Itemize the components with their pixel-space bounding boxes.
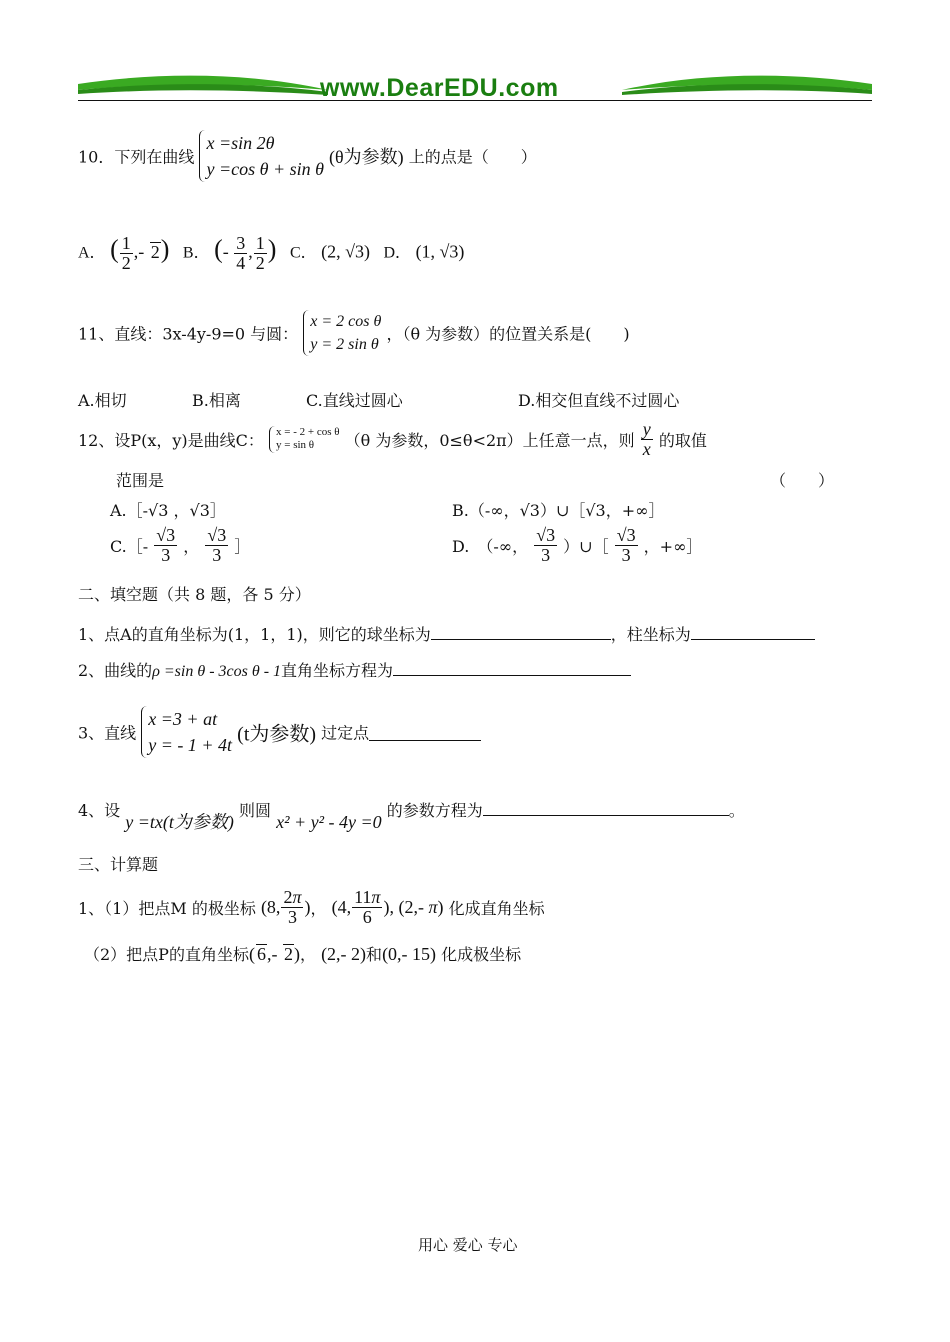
q10-opt-c-label: C． [289, 244, 317, 262]
q10-system [199, 130, 323, 182]
calc-2-text-mid: 和 [366, 945, 383, 964]
fill-4-equation-1: y =tx(t为参数) [125, 812, 234, 832]
header-rule [78, 100, 872, 101]
calc-1: 1、（1）把点M 的极坐标 (8, $\frac{2\pi}{3}$ )， (4, $\frac{11\pi}{6}$ ), (2,- π) 化成直角坐标 [78, 887, 545, 927]
q12-system [269, 426, 340, 452]
q11-opt-c: C.直线过圆心 [306, 391, 403, 410]
q11-eq-2: y = 2 sin θ [310, 336, 379, 354]
fill-4-text-mid: 则圆 [239, 801, 272, 820]
q12-ratio-den: x [642, 438, 651, 459]
q10-opt-d: (1, √3) [415, 241, 465, 262]
q12-opt-b: B.（-∞，√3）∪［√3，+∞］ [452, 501, 665, 520]
q12-opt-c-label: C.［- [110, 536, 149, 556]
q11-stem [78, 310, 630, 356]
fill-3-blank [369, 724, 481, 741]
q12-answer-paren: （ ） [770, 471, 835, 490]
page-footer: 用心 爱心 专心 [418, 1236, 518, 1254]
q10-opt-b-label: B． [182, 244, 210, 262]
q10-options: A． ( $\frac{1}{2}$ ,- 2) B． (- $\frac{3}{4}$ , $\frac{1}{2}$ ) C． (2, √3) D． (1, √3) [78, 233, 465, 273]
q12-eq-2: y = sin θ [276, 439, 315, 452]
q10-prefix: 10．下列在曲线 [78, 147, 195, 167]
q12-cont: 范围是 [116, 471, 165, 490]
fill-2-text-a: 2、曲线的 [78, 661, 153, 680]
fill-4-text-b: 的参数方程为 [386, 801, 483, 820]
fill-4-blank [483, 799, 729, 816]
fill-3-param: (t为参数) [237, 723, 317, 746]
fill-4-end: 。 [728, 801, 745, 820]
q11-eq-1: x = 2 cos θ [310, 313, 382, 330]
fill-2-text-b: 直角坐标方程为 [281, 661, 394, 680]
q11-opt-d: D.相交但直线不过圆心 [518, 391, 680, 410]
fill-3-text-a: 3、直线 [78, 723, 137, 743]
q10-opt-d-label: D． [383, 244, 412, 262]
fill-1-text-a: 1、点A的直角坐标为(1，1，1)，则它的球坐标为 [78, 625, 431, 644]
q12-stem [78, 420, 707, 459]
fill-2-blank [393, 659, 631, 676]
fill-3 [78, 706, 481, 758]
q11-suffix: ，（θ 为参数）的位置关系是( ) [386, 324, 630, 344]
calc-1-text-b: 化成直角坐标 [448, 898, 545, 918]
fill-3-eq-2: y = - 1 + 4t [148, 735, 233, 756]
q12-opt-d: D. （-∞， $\frac{√3}{3}$ ）∪［ $\frac{√3}{3}$ ，+∞］ [452, 525, 703, 565]
fill-1-blank-b [691, 623, 815, 640]
q12-eq-1: x = - 2 + cos θ [276, 426, 340, 439]
fill-4-equation-2: x² + y² - 4y =0 [276, 812, 382, 832]
q10-eq-2: y =cos θ + sin θ [206, 159, 324, 180]
q12-ratio [641, 420, 653, 459]
calc-2: （2）把点P的直角坐标( 6,- 2)， (2,- 2)和(0,- 15) 化成极坐标 [84, 944, 522, 964]
fill-4 [78, 796, 745, 832]
q11-system [303, 310, 381, 356]
q12-opt-a: A.［-√3 ，√3］ [110, 501, 226, 520]
fill-4-text-a: 4、设 [78, 801, 121, 820]
fill-3-system [141, 706, 232, 758]
q12-prefix: 12、设P(x，y)是曲线C： [78, 430, 264, 450]
q12-opt-c: C.［- $\frac{√3}{3}$ ， $\frac{√3}{3}$ ］ [110, 525, 251, 565]
section2-title: 二、填空题（共 8 题，各 5 分） [78, 585, 311, 604]
q10-opt-c: (2, √3) [321, 241, 370, 262]
fill-3-text-b: 过定点 [321, 723, 370, 743]
q10-eq-1: x =sin 2θ [206, 133, 275, 153]
calc-1-text-a: 1、（1）把点M 的极坐标 [78, 898, 256, 918]
q10-opt-a-label: A． [78, 244, 106, 262]
calc-2-text-b: 化成极坐标 [441, 945, 522, 964]
fill-3-eq-1: x =3 + at [148, 709, 218, 729]
q10-suffix: 上的点是（ ） [408, 147, 537, 167]
q11-opt-a: A.相切 [78, 391, 127, 410]
q10-stem [78, 130, 537, 182]
calc-2-text-a: （2）把点P的直角坐标 [84, 945, 249, 964]
q12-suffix: 的取值 [658, 430, 707, 450]
q11-prefix: 11、直线：3x-4y-9=0 与圆： [78, 324, 299, 344]
fill-2 [78, 658, 631, 681]
q11-opt-b: B.相离 [192, 391, 241, 410]
fill-2-equation: ρ =sin θ - 3cos θ - 1 [152, 663, 282, 680]
fill-1 [78, 622, 815, 645]
site-logo: www.DearEDU.com [320, 74, 559, 102]
q12-opt-d-label: D. （-∞， [452, 536, 529, 556]
fill-1-text-b: ，柱坐标为 [610, 625, 691, 644]
q12-middle: （θ 为参数，0≤θ<2π）上任意一点，则 [344, 430, 635, 450]
q12-ratio-num: y [642, 419, 651, 439]
fill-1-blank-a [431, 623, 611, 640]
section3-title: 三、计算题 [78, 855, 159, 874]
q10-param: (θ为参数) [329, 147, 404, 168]
